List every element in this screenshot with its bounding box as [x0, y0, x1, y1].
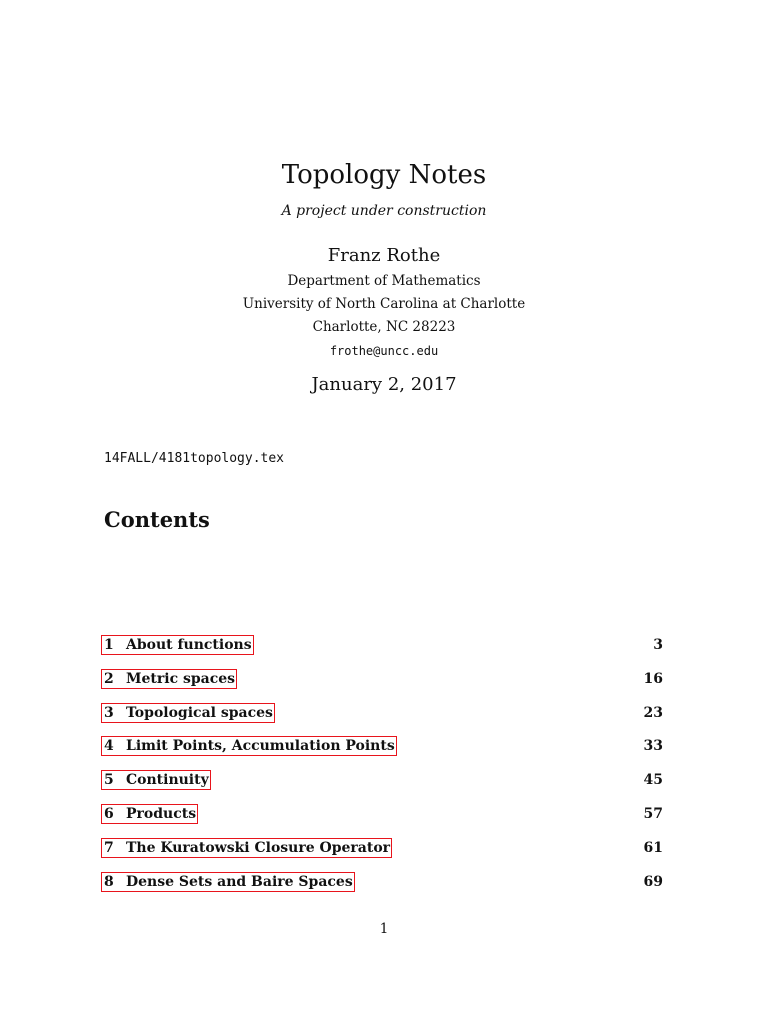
toc-entry-title: Limit Points, Accumulation Points [126, 738, 395, 754]
toc-entry [101, 635, 667, 655]
toc-entry-title: Dense Sets and Baire Spaces [126, 874, 353, 890]
toc-link[interactable] [101, 736, 397, 756]
author-name: Franz Rothe [327, 245, 441, 266]
toc-entry-title: Metric spaces [126, 671, 236, 687]
toc-entry-title: Continuity [126, 772, 209, 788]
document-subtitle: A project under construction [281, 203, 487, 219]
toc-entry-title: Topological spaces [126, 705, 273, 721]
toc-entry-title: About functions [126, 637, 252, 653]
toc-entry-number: 8 [104, 874, 114, 890]
toc-entry-number: 3 [104, 705, 114, 721]
author-email: frothe@uncc.edu [329, 344, 439, 358]
toc-entry-number: 7 [104, 840, 114, 856]
document-title: Topology Notes [281, 160, 487, 190]
toc-link[interactable] [101, 838, 392, 858]
toc-entry-number: 5 [104, 772, 114, 788]
toc-link[interactable] [101, 770, 211, 790]
toc-entry-title: Products [126, 806, 197, 822]
toc-entry [101, 804, 667, 824]
toc-entry-page: 23 [643, 705, 663, 721]
toc-entry-number: 4 [104, 738, 114, 754]
toc-entry-page: 16 [643, 671, 663, 687]
toc-entry-page: 45 [643, 772, 663, 788]
toc-link[interactable] [101, 669, 237, 689]
toc-link[interactable] [101, 703, 275, 723]
toc-entry-number: 1 [104, 637, 114, 653]
affiliation-department: Department of Mathematics [287, 273, 481, 289]
toc-entry [101, 770, 667, 790]
toc-entry [101, 669, 667, 689]
toc-entry [101, 703, 667, 723]
source-filename: 14FALL/4181topology.tex [104, 451, 285, 466]
toc-entry-page: 57 [643, 806, 663, 822]
toc-entry-title: The Kuratowski Closure Operator [126, 840, 391, 856]
contents-heading: Contents [104, 507, 210, 532]
toc-entry-page: 3 [653, 637, 663, 653]
toc-entry-number: 6 [104, 806, 114, 822]
document-date: January 2, 2017 [311, 374, 457, 395]
toc-entry [101, 838, 667, 858]
toc-link[interactable] [101, 872, 355, 892]
toc-entry-page: 33 [643, 738, 663, 754]
affiliation-university: University of North Carolina at Charlotte [242, 296, 526, 312]
toc-entry-number: 2 [104, 671, 114, 687]
page-number: 1 [379, 921, 389, 937]
toc-link[interactable] [101, 804, 198, 824]
toc-entry [101, 736, 667, 756]
toc-entry-page: 61 [643, 840, 663, 856]
toc-link[interactable] [101, 635, 254, 655]
toc-entry-page: 69 [643, 874, 663, 890]
affiliation-city: Charlotte, NC 28223 [312, 319, 456, 335]
toc-entry [101, 872, 667, 892]
